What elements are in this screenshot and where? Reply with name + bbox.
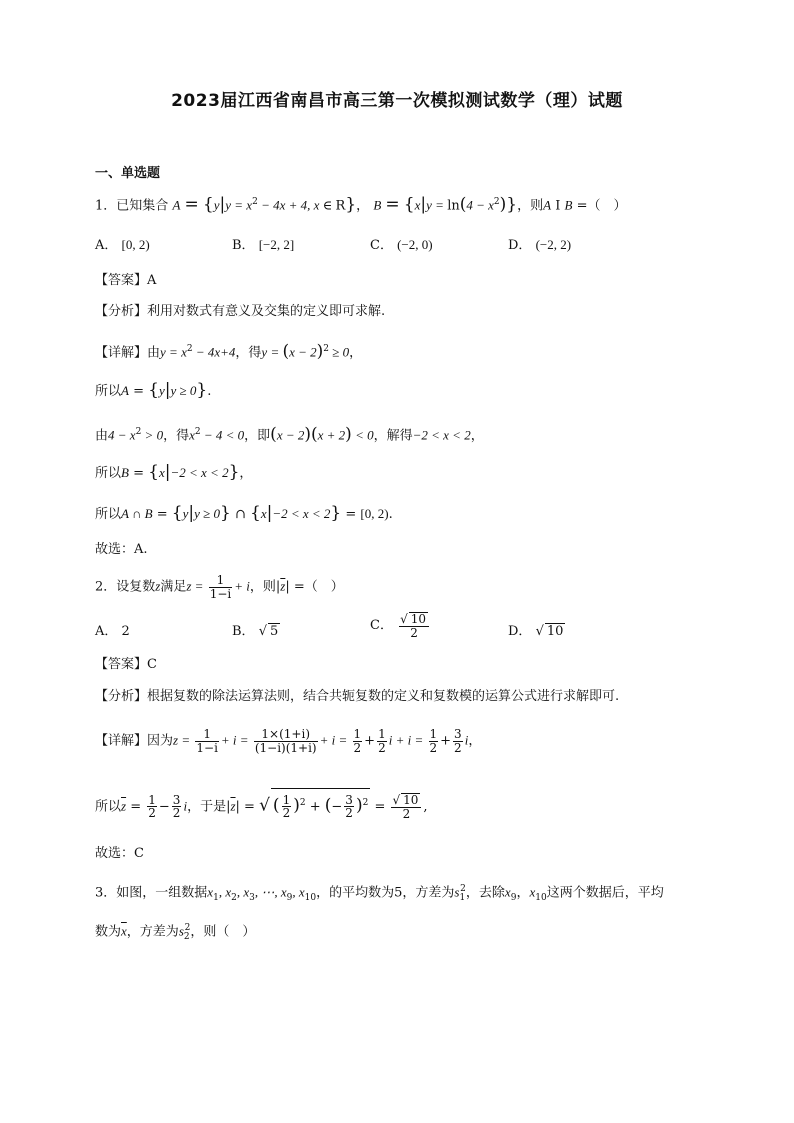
q2-choose: 故选：C	[95, 846, 144, 861]
q1-detail-line-4: 所以B = {x|−2 < x < 2}，	[95, 462, 253, 482]
q2-option-b: B． √ 5	[232, 624, 279, 639]
q1-option-c: C． (−2, 0)	[370, 237, 433, 253]
section-heading: 一、单选题	[95, 166, 161, 181]
q3-stem-line-1: 3．如图，一组数据$x_1$, $x_2$, $x_3$, ⋯, $x_9$, $x_{10}$，的平均数为5，方差为$s_1^2$，去除$x_9$，$x_{10}$这两个数据后，平均	[95, 884, 664, 903]
q2-stem: 2．设复数z满足z = $\frac{1}{1-i}$ + i，则$|\overline{z}|$ =（ ）	[95, 573, 344, 601]
q2-answer: 【答案】C	[95, 657, 157, 672]
q1-choose: 故选：A.	[95, 542, 148, 557]
q2-detail-line-1: 【详解】因为z = $\frac{1}{1-i}$ + i = $\frac{1\times(1+i)}{(1-i)(1+i)}$ + i = $\frac{1}{2}$ + $\frac{1}{2}$ i + i = $\frac{1}{2}$ + $\frac{3}{2}$ i，	[95, 727, 482, 755]
q1-answer: 【答案】A	[95, 273, 157, 288]
q1-detail-line-3: 由$4 - x^2 > 0$，得$x^2 - 4 < 0$，即(x − 2)(x + 2) < 0，解得−2 < x < 2，	[95, 424, 484, 445]
q1-option-d: D． (−2, 2)	[508, 237, 572, 253]
q2-number: 2．	[95, 579, 117, 595]
q1-number: 1．	[95, 198, 117, 214]
q2-option-c: C． $\frac{√ 10}{2}$	[370, 612, 431, 639]
q1-set-b: B	[373, 197, 382, 213]
q1-set-a: A	[172, 197, 181, 213]
q2-analysis: 【分析】根据复数的除法运算法则，结合共轭复数的定义和复数模的运算公式进行求解即可.	[95, 689, 620, 704]
q1-stem: 1．已知集合 $A = \{y|y = x^2 - 4x + 4$, x ∈ R}， $B = \{x|y = \ln(4 - x^2)\}$，则A I B =（ ）	[95, 194, 627, 215]
q2-detail-line-2: 所以$\overline{z}$ = $\frac{1}{2}$ − $\frac{3}{2}$ i，于是$|\overline{z}|$ = √ ( $\frac{1}{2}$ )$^2$ + (− $\frac{3}{2}$ )$^2$ = $\frac{√ 10}{2}$ ,	[95, 788, 428, 821]
q1-analysis: 【分析】利用对数式有意义及交集的定义即可求解.	[95, 304, 386, 319]
page-title: 2023届江西省南昌市高三第一次模拟测试数学（理）试题	[171, 91, 623, 111]
q1-detail-line-2: 所以A = {y|y ≥ 0}.	[95, 380, 212, 400]
q2-option-d: D． √ 10	[508, 624, 564, 639]
q3-number: 3．	[95, 885, 117, 901]
q1-detail-line-1: 【详解】由$y = x^2 - 4x+4$，得$y = (x - 2)^2 \ge 0$，	[95, 341, 363, 362]
q1-option-a: A． [0, 2)	[95, 237, 150, 253]
q2-option-a: A． 2	[95, 624, 130, 639]
q1-detail-line-5: 所以A ∩ B = {y|y ≥ 0} ∩ {x|−2 < x < 2} = [0, 2).	[95, 503, 393, 523]
q3-stem-line-2: 数为$\overline{x}$，方差为$s_2^2$，则（ ）	[95, 923, 256, 942]
q1-option-b: B． [−2, 2]	[232, 237, 295, 253]
